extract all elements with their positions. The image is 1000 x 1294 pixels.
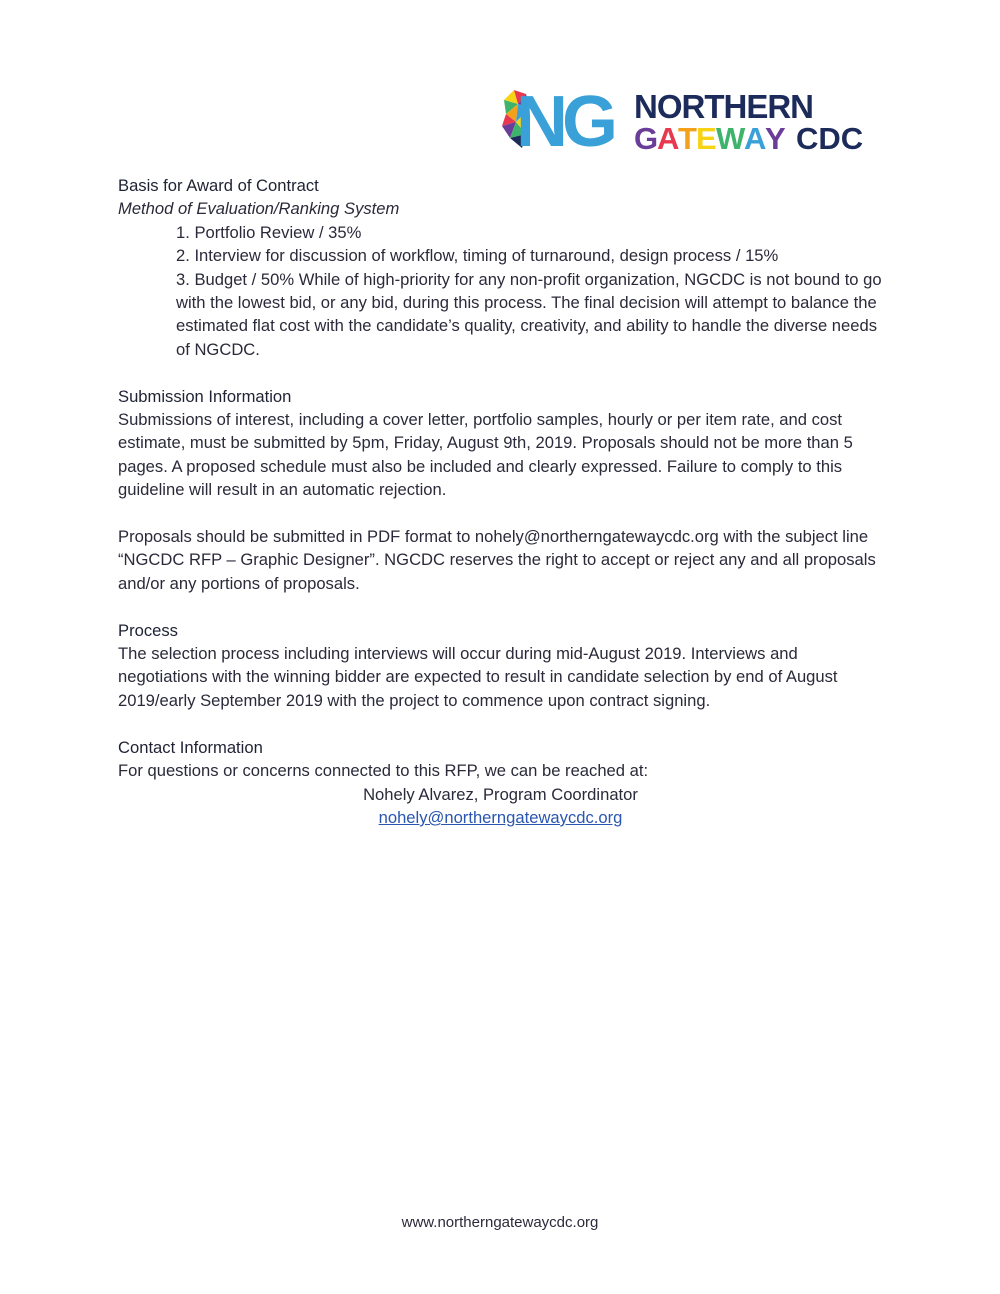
- list-item: 2. Interview for discussion of workflow, timing of turnaround, design process / 15%: [176, 246, 779, 266]
- paragraph: Submissions of interest, including a cover letter, portfolio samples, hourly or per item rate, and cost estimate, must be submitted by 5pm, Friday, August 9th, 2019. Proposals should not be more than 5 pages. A proposed schedule must also be included and clearly expressed. Failure to comply to this guideline will result in an automatic rejection.: [118, 410, 853, 500]
- section-process: [118, 619, 888, 713]
- logo-letter: E: [696, 121, 717, 156]
- paragraph: The selection process including interviews will occur during mid-August 2019. Interviews and negotiations with the winning bidder are expected to result in candidate selection by end of August 2019/early September 2019 with the project to commence upon contract signing.: [118, 644, 838, 710]
- footer-website: www.northerngatewaycdc.org: [401, 1214, 599, 1231]
- contact-name: Nohely Alvarez, Program Coordinator: [363, 784, 638, 804]
- list-item: 3. Budget / 50% While of high-priority for any non-profit organization, NGCDC is not bound to go with the lowest bid, or any bid, during this process. The final decision will attempt to balance the estimated flat cost with the candidate’s quality, creativity, and ability to handle the diverse needs of NGCDC.: [176, 269, 882, 359]
- logo-suffix: CDC: [796, 121, 864, 156]
- paragraph: Proposals should be submitted in PDF format to nohely@northerngatewaycdc.org with the subject line “NGCDC RFP – Graphic Designer”. NGCDC reserves the right to accept or reject any and all proposals and/or any portions of proposals.: [118, 527, 876, 593]
- section-award: [118, 174, 888, 361]
- logo-line2: [634, 121, 863, 156]
- logo-letter: T: [678, 121, 697, 156]
- logo-line1: NORTHERN: [634, 88, 813, 125]
- section-heading: Submission Information: [118, 386, 292, 406]
- evaluation-list: [118, 221, 888, 361]
- section-contact: [118, 736, 888, 830]
- list-item: 1. Portfolio Review / 35%: [176, 222, 362, 242]
- document-body: [118, 174, 888, 829]
- logo-graphic: [500, 86, 870, 156]
- northern-gateway-logo: [500, 86, 870, 156]
- section-heading: Process: [118, 620, 178, 640]
- logo-letter: W: [716, 121, 746, 156]
- paragraph: For questions or concerns connected to this RFP, we can be reached at:: [118, 761, 649, 781]
- logo-letter: A: [657, 121, 680, 156]
- logo-initials: NG: [516, 86, 612, 156]
- section-heading: Basis for Award of Contract: [118, 176, 319, 195]
- section-submission: [118, 385, 888, 596]
- section-heading: Contact Information: [118, 737, 263, 757]
- logo-letter: Y: [765, 121, 786, 156]
- section-subheading: Method of Evaluation/Ranking System: [118, 199, 400, 219]
- contact-email-row: [118, 806, 883, 829]
- contact-email-link[interactable]: nohely@northerngatewaycdc.org: [378, 807, 623, 827]
- logo-letter: A: [744, 121, 767, 156]
- logo-letter: G: [634, 121, 659, 156]
